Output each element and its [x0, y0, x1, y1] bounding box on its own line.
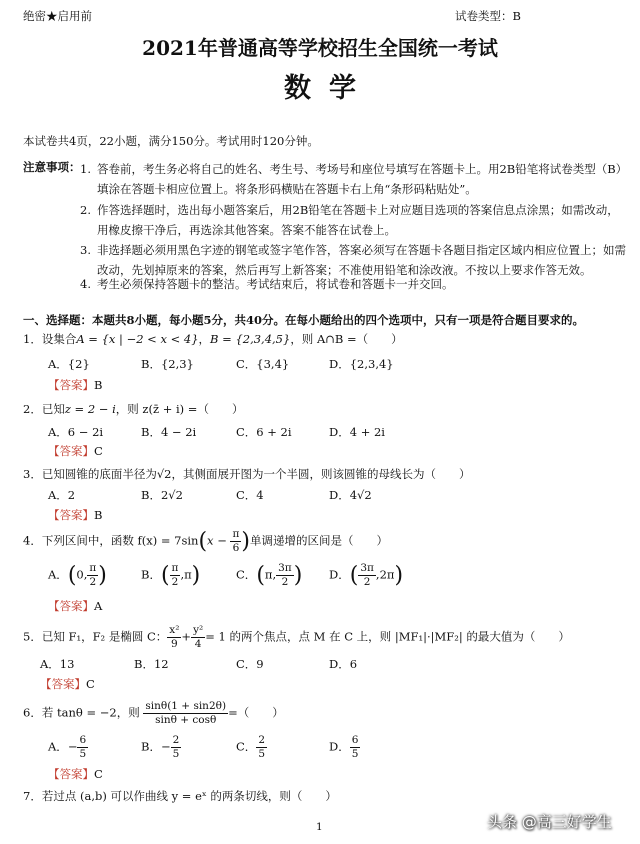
- question-number: 7．: [23, 789, 42, 803]
- option-b: B．2√2: [141, 488, 183, 502]
- option-d: D． $\frac{6}{5}$: [329, 734, 359, 760]
- answer-label: 【答案】: [48, 378, 94, 392]
- fraction-pi-over-6: $\frac{\pi}{6}$: [232, 528, 240, 554]
- notice-text: 作答选择题时，选出每小题答案后，用2B铅笔在答题卡上对应题目选项的答案信息点涂黑；如需改动，用橡皮擦干净后，再选涂其他答案。答案不能答在试卷上。: [97, 203, 619, 237]
- question-text: ，: [198, 332, 211, 346]
- exam-title: 2021年普通高等学校招生全国统一考试: [142, 36, 498, 60]
- answer-6: [48, 766, 103, 782]
- question-number: 2．: [23, 402, 42, 416]
- answer-label: 【答案】: [40, 677, 86, 691]
- answer-1: [48, 377, 102, 393]
- question-text: 已知 F₁，F₂ 是椭圆 C：: [41, 629, 168, 644]
- answer-3: [48, 507, 102, 523]
- option-b: B．12: [134, 657, 169, 671]
- question-text: = 1 的两个焦点，点 M 在 C 上，则 |MF₁|·|MF₂| 的最大值为（ ）: [205, 629, 570, 644]
- option-c: C．{3,4}: [236, 357, 290, 371]
- option-b: B．− $\frac{2}{5}$: [141, 734, 180, 760]
- answer-value: C: [86, 677, 95, 691]
- paren-close: ): [241, 529, 250, 554]
- answer-value: B: [94, 508, 103, 522]
- answer-value: C: [94, 767, 103, 781]
- answer-label: 【答案】: [48, 508, 94, 522]
- notice-text: 非选择题必须用黑色字迹的钢笔或签字笔作答，答案必须写在答题卡各题目指定区域内相应位置上；如需改动，先划掉原来的答案，然后再写上新答案；不准使用铅笔和涂改液。不按以上要求作答无效。: [97, 243, 626, 277]
- answer-label: 【答案】: [48, 767, 94, 781]
- option-b: B．{2,3}: [141, 357, 194, 371]
- question-text: 已知: [41, 402, 65, 416]
- notice-text: 答卷前，考生务必将自己的姓名、考生号、考场号和座位号填写在答题卡上。用2B铅笔将试卷类型（B）填涂在答题卡相应位置上。将条形码横贴在答题卡右上角“条形码粘贴处”。: [97, 162, 622, 196]
- question-1: [23, 331, 403, 347]
- question-text: 若过点 (a,b) 可以作曲线 y = eˣ 的两条切线，则（ ）: [41, 789, 337, 803]
- set-b-expr: B = {2,3,4,5}: [210, 332, 291, 346]
- question-number: 3．: [23, 467, 42, 481]
- set-a-expr: A = {x | −2 < x < 4}: [76, 332, 199, 346]
- question-number: 4．: [23, 533, 42, 548]
- answer-5: [40, 676, 95, 692]
- option-c: C．4: [236, 488, 264, 502]
- watermark: 头条 @高三好学生: [487, 813, 612, 831]
- notice-item: [80, 200, 626, 240]
- argument-expr: x −: [207, 533, 227, 548]
- confidential-label: 绝密★启用前: [23, 9, 92, 23]
- option-c: C．6 + 2i: [236, 425, 292, 439]
- answer-value: A: [94, 599, 103, 613]
- notice-number: 1.: [80, 162, 91, 176]
- question-text: ，则 A∩B =（ ）: [290, 332, 403, 346]
- paren-open: (: [198, 529, 208, 554]
- question-2: [23, 401, 243, 417]
- option-a: A．2: [48, 488, 76, 502]
- option-a: A．{2}: [48, 357, 90, 371]
- option-a: A．13: [40, 657, 75, 671]
- option-b: B．4 − 2i: [141, 425, 197, 439]
- option-a: A．− $\frac{6}{5}$: [48, 734, 87, 760]
- question-text: 若 tanθ = −2，则: [41, 705, 140, 720]
- notice-item: [80, 159, 626, 199]
- question-number: 6．: [23, 705, 42, 720]
- fraction-y2-over-4: $\frac{\text{y²}}{4}$: [193, 624, 204, 650]
- option-a: A．6 − 2i: [48, 425, 104, 439]
- question-4: [23, 528, 388, 555]
- notice-number: 3.: [80, 243, 91, 257]
- question-text: 已知圆锥的底面半径为√2，其侧面展开图为一个半圆，则该圆锥的母线长为（ ）: [41, 467, 471, 481]
- answer-2: [48, 443, 103, 459]
- option-c: C．9: [236, 657, 264, 671]
- option-d: D．4 + 2i: [329, 425, 385, 439]
- notice-item: [80, 274, 626, 294]
- option-d: D．( $\frac{3\pi}{2}$ ,2π): [329, 562, 404, 588]
- question-text: ，则 z(z̄ + i) =（ ）: [115, 402, 244, 416]
- answer-label: 【答案】: [48, 599, 94, 613]
- question-6: [23, 700, 284, 727]
- page-number: 1: [316, 821, 323, 833]
- notice-number: 2.: [80, 203, 91, 217]
- option-b: B．( $\frac{\pi}{2}$ ,π): [141, 562, 201, 588]
- fraction-trig: $\frac{\sin\theta(1 + \sin 2\theta)}{\sin\theta + \cos\theta}$: [145, 700, 227, 726]
- function-expr: 下列区间中，函数 f(x) = 7sin: [41, 533, 199, 548]
- option-c: C．(π, $\frac{3\pi}{2}$ ): [236, 562, 303, 588]
- paper-type-label: 试卷类型：B: [455, 9, 521, 23]
- question-text: 设集合: [41, 332, 77, 346]
- z-expr: z = 2 − i: [64, 402, 116, 416]
- notice-text: 考生必须保持答题卡的整洁。考试结束后，将试卷和答题卡一并交回。: [97, 277, 454, 291]
- option-a: A．(0, $\frac{\pi}{2}$ ): [48, 562, 107, 588]
- question-7: [23, 788, 337, 804]
- question-5: 5．已知 F₁，F₂ 是椭圆 C： $\frac{\text{x²}}{9}$ + $\frac{\text{y²}}{4}$ = 1 的两个焦点，点 M 在 C 上，则 |MF₁|·|MF₂| 的最大值为（ ）: [23, 624, 570, 650]
- notice-number: 4.: [80, 277, 91, 291]
- option-d: D．6: [329, 657, 358, 671]
- answer-value: C: [94, 444, 103, 458]
- fraction-x2-over-9: $\frac{\text{x²}}{9}$: [169, 624, 180, 650]
- answer-label: 【答案】: [48, 444, 94, 458]
- section-heading: 一、选择题：本题共8小题，每小题5分，共40分。在每小题给出的四个选项中，只有一项是符合题目要求的。: [23, 313, 585, 327]
- question-text: =（ ）: [228, 705, 284, 720]
- subject-title: 数学: [284, 73, 374, 104]
- option-d: D．4√2: [329, 488, 372, 502]
- question-text: 单调递增的区间是（ ）: [249, 533, 388, 548]
- option-c: C． $\frac{2}{5}$: [236, 734, 265, 760]
- answer-value: B: [94, 378, 103, 392]
- option-d: D．{2,3,4}: [329, 357, 394, 371]
- question-number: 1．: [23, 332, 42, 346]
- notice-label: 注意事项：: [23, 160, 81, 174]
- answer-4: [48, 598, 102, 614]
- question-number: 5．: [23, 629, 42, 644]
- exam-intro: 本试卷共4页，22小题，满分150分。考试用时120分钟。: [23, 134, 319, 148]
- question-3: [23, 466, 470, 482]
